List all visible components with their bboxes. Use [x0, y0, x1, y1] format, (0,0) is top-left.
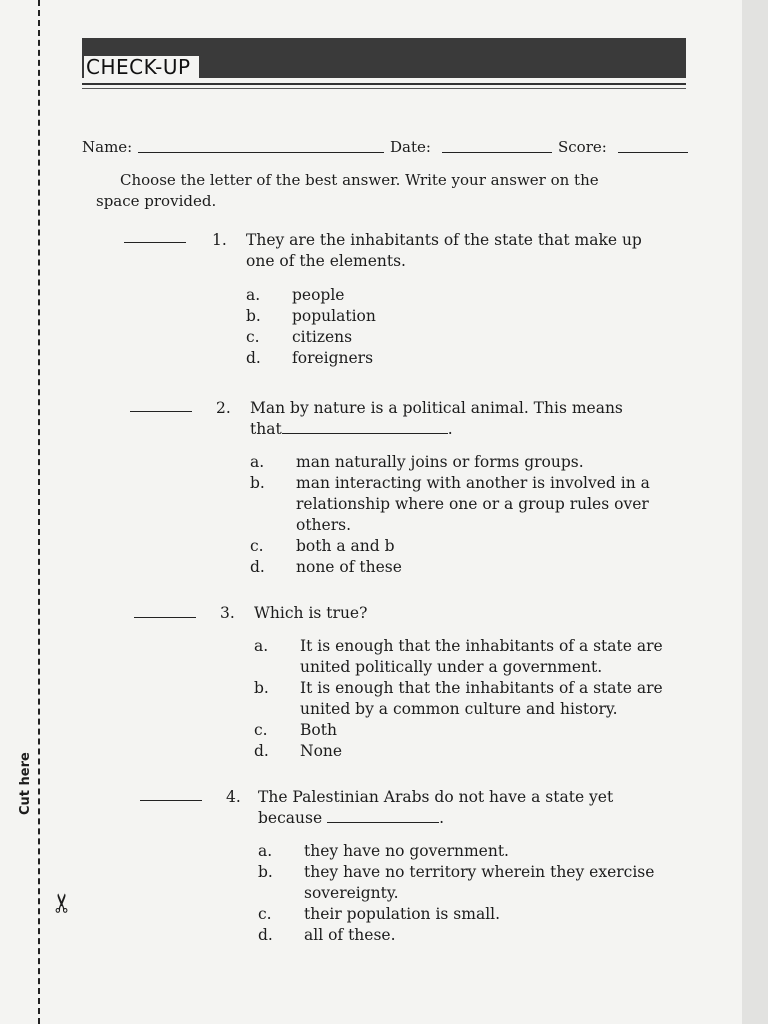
option-c — [258, 904, 692, 925]
question-text-fragment: . — [439, 809, 445, 827]
option-letter: d. — [246, 349, 261, 367]
question-text-line: Which is true? — [254, 604, 368, 622]
answer-blank-4[interactable] — [140, 800, 202, 801]
header-rule — [82, 83, 686, 85]
cut-here-label: Cut here — [18, 752, 34, 818]
name-field[interactable] — [138, 152, 384, 153]
option-text: man interacting with another is involved in a relationship where one or a group rules over others. — [296, 474, 650, 534]
option-letter: b. — [250, 474, 265, 492]
option-text: none of these — [296, 558, 402, 576]
page-title: CHECK-UP — [84, 56, 199, 78]
option-a — [250, 452, 690, 473]
score-label: Score: — [558, 138, 607, 156]
date-field[interactable] — [442, 152, 552, 153]
question-text-line: one of the elements. — [246, 252, 406, 270]
option-d — [254, 741, 690, 762]
instructions-line-1: Choose the letter of the best answer. Write your answer on the — [120, 171, 599, 189]
question-text-fragment: . — [447, 420, 453, 438]
question-text — [246, 230, 696, 272]
fill-in-blank[interactable] — [282, 419, 448, 434]
option-text: man naturally joins or forms groups. — [296, 453, 584, 471]
question-text-line-2 — [250, 419, 690, 440]
option-text: people — [292, 286, 345, 304]
instructions — [96, 170, 686, 212]
option-c — [250, 536, 690, 557]
option-c — [246, 327, 686, 348]
question-text-fragment: that — [250, 420, 282, 438]
option-a — [246, 285, 686, 306]
option-b — [254, 678, 690, 720]
question-number: 4. — [226, 788, 241, 806]
option-text: Both — [300, 721, 337, 739]
option-text: citizens — [292, 328, 353, 346]
option-a — [254, 636, 690, 678]
option-letter: a. — [246, 286, 261, 304]
option-text: foreigners — [292, 349, 374, 367]
question-text-line-2 — [258, 808, 692, 829]
option-text: their population is small. — [304, 905, 501, 923]
option-text: they have no territory wherein they exercise sovereignty. — [304, 863, 655, 902]
option-b — [258, 862, 692, 904]
option-letter: c. — [258, 905, 272, 923]
option-letter: c. — [250, 537, 264, 555]
option-letter: d. — [258, 926, 273, 944]
question-number: 2. — [216, 399, 231, 417]
option-c — [254, 720, 690, 741]
date-label: Date: — [390, 138, 431, 156]
header-rule-thin — [82, 88, 686, 89]
score-field[interactable] — [618, 152, 688, 153]
option-letter: a. — [250, 453, 265, 471]
options-3 — [254, 636, 690, 762]
answer-blank-3[interactable] — [134, 617, 196, 618]
question-text-line: Man by nature is a political animal. This means — [250, 399, 623, 417]
paper-edge — [742, 0, 768, 1024]
question-text-fragment: because — [258, 809, 323, 827]
question-number: 3. — [220, 604, 235, 622]
option-text: None — [300, 742, 343, 760]
student-info-row — [82, 138, 692, 160]
option-letter: c. — [246, 328, 260, 346]
option-letter: d. — [250, 558, 265, 576]
answer-blank-1[interactable] — [124, 242, 186, 243]
option-letter: c. — [254, 721, 268, 739]
options-1 — [246, 285, 686, 369]
cut-line — [38, 0, 40, 1024]
option-b — [250, 473, 690, 536]
option-letter: b. — [246, 307, 261, 325]
option-a — [258, 841, 692, 862]
options-2 — [250, 452, 690, 578]
option-letter: d. — [254, 742, 269, 760]
question-text — [250, 398, 690, 440]
option-text: both a and b — [296, 537, 395, 555]
option-text: It is enough that the inhabitants of a state are united politically under a government. — [300, 637, 663, 676]
option-letter: b. — [258, 863, 273, 881]
fill-in-blank[interactable] — [327, 808, 439, 823]
scissors-icon: ✂ — [47, 892, 78, 914]
option-text: all of these. — [304, 926, 396, 944]
answer-blank-2[interactable] — [130, 411, 192, 412]
question-text-line: The Palestinian Arabs do not have a state yet — [258, 788, 614, 806]
question-text — [258, 787, 692, 829]
options-4 — [258, 841, 692, 946]
option-letter: a. — [254, 637, 269, 655]
option-d — [250, 557, 690, 578]
option-text: they have no government. — [304, 842, 509, 860]
option-d — [246, 348, 686, 369]
option-letter: b. — [254, 679, 269, 697]
name-label: Name: — [82, 138, 133, 156]
instructions-line-2: space provided. — [96, 192, 217, 210]
question-number: 1. — [212, 231, 227, 249]
option-text: population — [292, 307, 376, 325]
question-text-line: They are the inhabitants of the state that make up — [246, 231, 642, 249]
option-letter: a. — [258, 842, 273, 860]
question-text — [254, 603, 690, 624]
option-text: It is enough that the inhabitants of a state are united by a common culture and history. — [300, 679, 663, 718]
option-d — [258, 925, 692, 946]
option-b — [246, 306, 686, 327]
